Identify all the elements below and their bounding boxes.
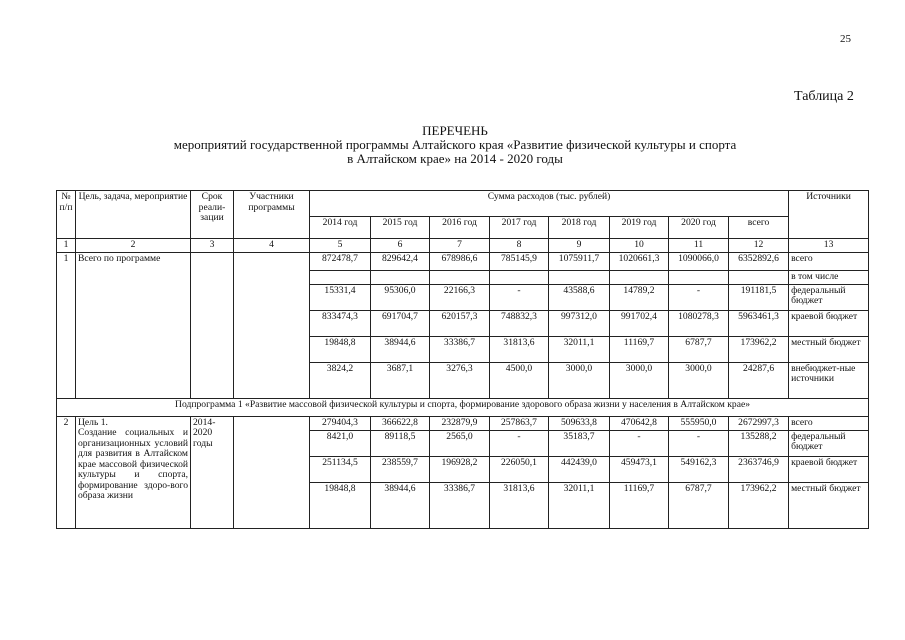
value-cell: 15331,4	[310, 284, 371, 310]
table-row	[57, 252, 869, 270]
column-number: 2	[76, 239, 191, 253]
source-cell: местный бюджет	[789, 336, 869, 362]
source-cell: внебюджет-ные источники	[789, 362, 869, 398]
value-cell: 997312,0	[549, 310, 610, 336]
header-year: 2020 год	[669, 217, 729, 239]
value-cell: 2363746,9	[729, 456, 789, 482]
value-cell: 95306,0	[371, 284, 430, 310]
value-cell: -	[490, 430, 549, 456]
value-cell: 173962,2	[729, 482, 789, 528]
value-cell: 509633,8	[549, 416, 610, 430]
value-cell: 196928,2	[430, 456, 490, 482]
value-cell: 33386,7	[430, 482, 490, 528]
value-cell: 191181,5	[729, 284, 789, 310]
column-number: 9	[549, 239, 610, 253]
value-cell: 3000,0	[549, 362, 610, 398]
header-num: № п/п	[57, 191, 76, 239]
value-cell: 748832,3	[490, 310, 549, 336]
value-cell: 2565,0	[430, 430, 490, 456]
value-cell: 11169,7	[610, 482, 669, 528]
table-row	[57, 416, 869, 430]
column-number: 1	[57, 239, 76, 253]
value-cell	[430, 270, 490, 284]
value-cell	[669, 270, 729, 284]
header-term: Срок реали-зации	[191, 191, 234, 239]
value-cell: 6352892,6	[729, 252, 789, 270]
title-line-1: ПЕРЕЧЕНЬ	[422, 123, 488, 138]
source-cell: в том числе	[789, 270, 869, 284]
row-term: 2014-2020 годы	[191, 416, 234, 528]
source-cell: местный бюджет	[789, 482, 869, 528]
column-number: 5	[310, 239, 371, 253]
header-participants: Участники программы	[234, 191, 310, 239]
page-number: 25	[840, 33, 851, 45]
value-cell	[729, 270, 789, 284]
value-cell	[490, 270, 549, 284]
value-cell: 3000,0	[669, 362, 729, 398]
value-cell	[310, 270, 371, 284]
value-cell: 366622,8	[371, 416, 430, 430]
column-number: 4	[234, 239, 310, 253]
value-cell: 991702,4	[610, 310, 669, 336]
header-year: 2017 год	[490, 217, 549, 239]
value-cell: 232879,9	[430, 416, 490, 430]
value-cell: -	[490, 284, 549, 310]
value-cell: 691704,7	[371, 310, 430, 336]
value-cell: 43588,6	[549, 284, 610, 310]
value-cell: 5963461,3	[729, 310, 789, 336]
value-cell: 549162,3	[669, 456, 729, 482]
header-sources: Источники	[789, 191, 869, 239]
value-cell: 6787,7	[669, 482, 729, 528]
value-cell: -	[610, 430, 669, 456]
title-line-2: мероприятий государственной программы Алтайского края «Развитие физической культуры и спорта	[173, 137, 737, 152]
value-cell: 470642,8	[610, 416, 669, 430]
goal-title: Цель 1.	[78, 416, 108, 428]
value-cell: 251134,5	[310, 456, 371, 482]
header-year: 2016 год	[430, 217, 490, 239]
value-cell	[371, 270, 430, 284]
row-participants	[234, 416, 310, 528]
value-cell: 257863,7	[490, 416, 549, 430]
value-cell: 3687,1	[371, 362, 430, 398]
value-cell: 442439,0	[549, 456, 610, 482]
value-cell: 38944,6	[371, 482, 430, 528]
value-cell: 6787,7	[669, 336, 729, 362]
value-cell: 459473,1	[610, 456, 669, 482]
header-row-1	[57, 191, 869, 217]
row-term	[191, 252, 234, 398]
header-sum: Сумма расходов (тыс. рублей)	[310, 191, 789, 217]
value-cell: 3824,2	[310, 362, 371, 398]
value-cell: 38944,6	[371, 336, 430, 362]
value-cell: 89118,5	[371, 430, 430, 456]
value-cell: 238559,7	[371, 456, 430, 482]
header-goal: Цель, задача, мероприятие	[76, 191, 191, 239]
value-cell	[549, 270, 610, 284]
subprogram-title: Подпрограмма 1 «Развитие массовой физической культуры и спорта, формирование здорового образа жизни у населения в Алтайском крае»	[57, 398, 869, 416]
value-cell: 3000,0	[610, 362, 669, 398]
header-year: 2018 год	[549, 217, 610, 239]
title-line-3: в Алтайском крае» на 2014 - 2020 годы	[347, 151, 563, 166]
column-number: 10	[610, 239, 669, 253]
source-cell: всего	[789, 416, 869, 430]
value-cell: 135288,2	[729, 430, 789, 456]
goal-text: Создание социальных и организационных условий для развития в Алтайском крае массовой физической культуры и спорта, формирование здоро-вого образа жизни	[78, 427, 188, 501]
value-cell: 2672997,3	[729, 416, 789, 430]
value-cell: 14789,2	[610, 284, 669, 310]
source-cell: краевой бюджет	[789, 456, 869, 482]
row-number: 1	[57, 252, 76, 398]
value-cell: 785145,9	[490, 252, 549, 270]
header-year: всего	[729, 217, 789, 239]
column-number: 8	[490, 239, 549, 253]
header-year: 2015 год	[371, 217, 430, 239]
value-cell: 173962,2	[729, 336, 789, 362]
value-cell: 33386,7	[430, 336, 490, 362]
value-cell: 24287,6	[729, 362, 789, 398]
value-cell: 11169,7	[610, 336, 669, 362]
goal-cell	[76, 416, 191, 528]
value-cell: 4500,0	[490, 362, 549, 398]
value-cell: 833474,3	[310, 310, 371, 336]
table-label: Таблица 2	[794, 89, 854, 104]
column-number: 7	[430, 239, 490, 253]
row-participants	[234, 252, 310, 398]
value-cell: 1090066,0	[669, 252, 729, 270]
value-cell: -	[669, 284, 729, 310]
value-cell: 1080278,3	[669, 310, 729, 336]
value-cell: 555950,0	[669, 416, 729, 430]
value-cell: 22166,3	[430, 284, 490, 310]
value-cell: 32011,1	[549, 482, 610, 528]
column-number: 6	[371, 239, 430, 253]
header-year: 2014 год	[310, 217, 371, 239]
source-cell: краевой бюджет	[789, 310, 869, 336]
subprogram-row	[57, 398, 869, 416]
header-column-numbers	[57, 239, 869, 253]
value-cell: 8421,0	[310, 430, 371, 456]
value-cell: 872478,7	[310, 252, 371, 270]
source-cell: федеральный бюджет	[789, 284, 869, 310]
row-name: Всего по программе	[76, 252, 191, 398]
source-cell: всего	[789, 252, 869, 270]
value-cell: -	[669, 430, 729, 456]
value-cell: 279404,3	[310, 416, 371, 430]
header-year: 2019 год	[610, 217, 669, 239]
value-cell: 829642,4	[371, 252, 430, 270]
value-cell: 1075911,7	[549, 252, 610, 270]
row-number: 2	[57, 416, 76, 528]
document-title	[90, 124, 820, 166]
programme-table	[56, 190, 869, 529]
column-number: 3	[191, 239, 234, 253]
value-cell: 1020661,3	[610, 252, 669, 270]
column-number: 11	[669, 239, 729, 253]
value-cell: 19848,8	[310, 336, 371, 362]
value-cell	[610, 270, 669, 284]
value-cell: 678986,6	[430, 252, 490, 270]
value-cell: 226050,1	[490, 456, 549, 482]
value-cell: 31813,6	[490, 336, 549, 362]
value-cell: 32011,1	[549, 336, 610, 362]
value-cell: 31813,6	[490, 482, 549, 528]
value-cell: 35183,7	[549, 430, 610, 456]
source-cell: федеральный бюджет	[789, 430, 869, 456]
value-cell: 620157,3	[430, 310, 490, 336]
column-number: 12	[729, 239, 789, 253]
column-number: 13	[789, 239, 869, 253]
value-cell: 3276,3	[430, 362, 490, 398]
value-cell: 19848,8	[310, 482, 371, 528]
